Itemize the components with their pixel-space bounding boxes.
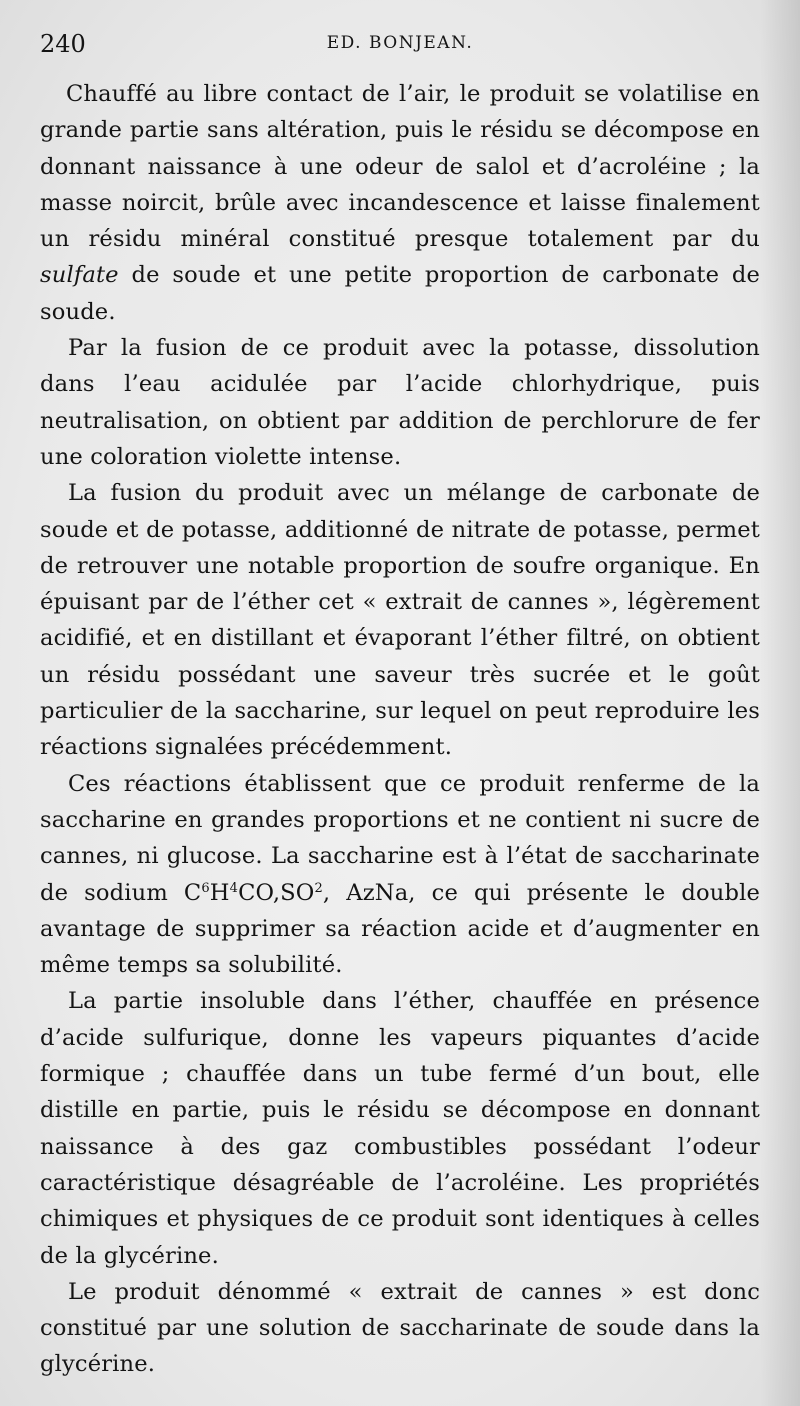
paragraph-conclusion: Le produit dénommé « extrait de cannes » est donc constitué par une solution de saccharinate de soude dans la glycérine. (40, 1278, 760, 1378)
paragraph-insoluble-part: La partie insoluble dans l’éther, chauffée en présence d’acide sulfurique, donne les vapeurs piquantes d’acide formique ; chauffée dans un tube fermé d’un bout, elle distille en partie, puis le résidu se décompose en donnant naissance à des gaz combustibles possédant l’odeur caractéristique désagréable de l’acroléine. Les propriétés chimiques et physiques de ce produit sont identiques à celles de la glycérine. (40, 988, 760, 1269)
paragraph-combustion (40, 76, 760, 330)
formula-h-subscript: 4 (229, 880, 239, 896)
paragraph-combustion-tail: de soude et une petite proportion de carbonate de soude. (40, 262, 760, 325)
running-head: ED. BONJEAN. (326, 33, 474, 53)
paragraph-reactions-text: Ces réactions établissent que ce produit renferme de la saccharine en grandes proportions et ne contient ni sucre de cannes, ni glucose. La saccharine est à l’état de saccharinate de sodium (40, 770, 760, 906)
formula-h: H (209, 879, 230, 906)
chemical-formula (184, 880, 323, 906)
page-number: 240 (40, 30, 86, 58)
paragraph-carbonate-fusion: La fusion du produit avec un mélange de carbonate de soude et de potasse, additionné de nitrate de potasse, permet de retrouver une notable proportion de soufre organique. En épuisant par de l’éther cet « extrait de cannes », légèrement acidifié, et en distillant et évaporant l’éther filtré, on obtient un résidu possédant une saveur très sucrée et le goût particulier de la saccharine, sur lequel on peut reproduire les réactions signalées précédemment. (40, 480, 760, 761)
paragraph-potash-fusion: Par la fusion de ce produit avec la potasse, dissolution dans l’eau acidulée par l’acide chlorhydrique, puis neutralisation, on obtient par addition de perchlorure de fer une coloration violette intense. (40, 335, 760, 470)
formula-co-so: CO,SO (238, 879, 315, 906)
formula-c: C (183, 879, 202, 906)
italic-sulfate: sulfate (40, 262, 119, 289)
paragraph-reactions (40, 766, 760, 984)
page-header (40, 30, 760, 64)
paragraph-reactions-tail: , AzNa, ce qui présente le double avantage de supprimer sa réaction acide et d’augmenter en même temps sa solubilité. (40, 879, 760, 979)
formula-c-subscript: 6 (201, 880, 210, 896)
formula-so-subscript: 2 (314, 880, 323, 896)
paragraph-combustion-text: Chauffé au libre contact de l’air, le produit se volatilise en grande partie sans altération, puis le résidu se décompose en donnant naissance à une odeur de salol et d’acroléine ; la masse noircit, brûle avec incandescence et laisse finalement un résidu minéral constitué presque totalement par du (40, 81, 760, 253)
page-edge-shadow (760, 0, 800, 1406)
body-text (40, 76, 760, 1383)
